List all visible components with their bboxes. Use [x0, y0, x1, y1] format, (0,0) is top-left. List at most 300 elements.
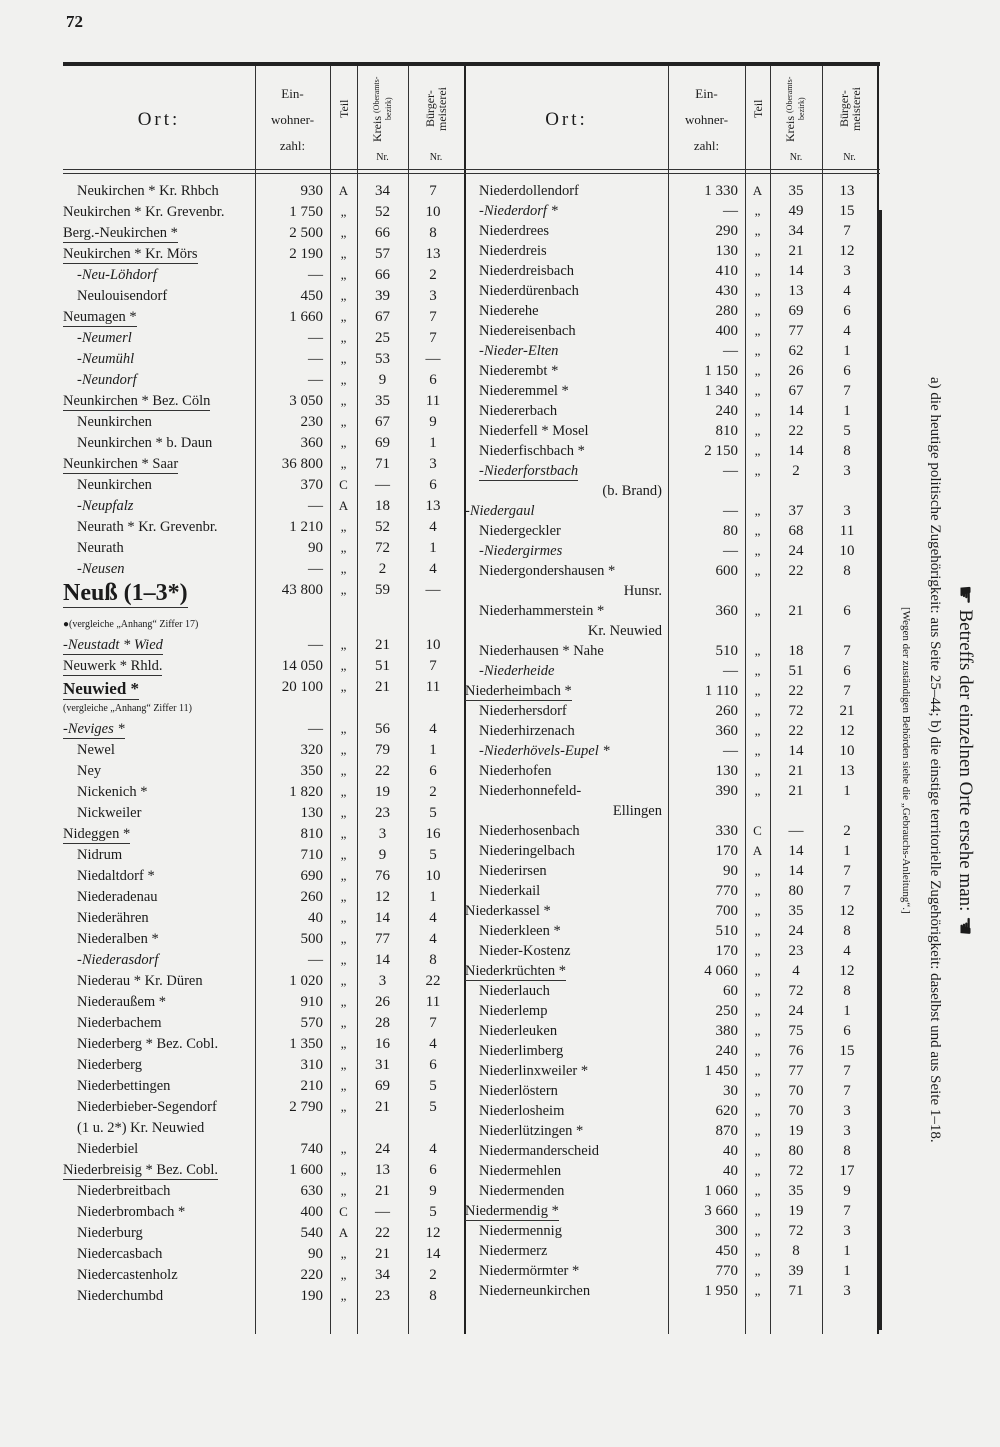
part-code: „ — [754, 603, 761, 618]
district-number: 14 — [375, 952, 390, 968]
table-row — [63, 1118, 464, 1139]
mayoralty-number: 3 — [843, 503, 851, 519]
part-code: C — [753, 823, 762, 838]
table-row — [465, 1261, 877, 1281]
table-row — [465, 601, 877, 621]
table-row — [63, 1160, 464, 1181]
mayoralty-number: 16 — [425, 826, 441, 842]
part-code: „ — [340, 372, 347, 387]
header-teil-right: Teil — [750, 99, 765, 119]
place-name: Niederhausen * Nahe — [479, 643, 604, 659]
population: 1 450 — [704, 1063, 738, 1079]
place-name: Niederehe — [479, 303, 539, 319]
place-name: Niederchumbd — [77, 1288, 164, 1304]
place-name: Kr. Neuwied — [587, 623, 662, 639]
district-number: 9 — [378, 847, 387, 863]
district-number: 77 — [788, 1063, 804, 1079]
district-number: — — [375, 477, 390, 493]
table-row — [465, 681, 877, 701]
part-code: „ — [754, 243, 761, 258]
table-row — [63, 1139, 464, 1160]
part-code: A — [752, 183, 763, 198]
population: 1 210 — [289, 519, 323, 535]
mayoralty-number: 4 — [429, 910, 437, 926]
part-code: „ — [754, 1243, 761, 1258]
mayoralty-number: 7 — [843, 883, 851, 899]
part-code: „ — [340, 1099, 347, 1114]
part-code: „ — [340, 582, 347, 597]
table-row — [63, 887, 464, 908]
place-name: Neurath — [77, 540, 124, 556]
place-name: Niederleuken — [479, 1023, 558, 1039]
mayoralty-number: 9 — [429, 414, 437, 430]
district-number: 67 — [788, 383, 804, 399]
part-code: „ — [754, 983, 761, 998]
part-code: „ — [340, 393, 347, 408]
header-einwohnerzahl: Ein- wohner- zahl: — [270, 86, 315, 153]
table-row — [465, 361, 877, 381]
district-number: 39 — [788, 1263, 804, 1279]
population: — — [308, 498, 323, 514]
place-name: Neukirchen * Kr. Mörs — [63, 246, 198, 262]
place-name: Niedererbach — [479, 403, 558, 419]
place-name: Niedermehlen — [479, 1163, 562, 1179]
part-code: „ — [754, 323, 761, 338]
place-name: Niederlöstern — [479, 1083, 558, 1099]
place-name: Niederdollendorf — [479, 183, 579, 199]
mayoralty-number: 4 — [843, 323, 851, 339]
district-number: 22 — [788, 683, 804, 699]
population: 1 060 — [704, 1183, 738, 1199]
place-name: Niedercastenholz — [77, 1267, 178, 1283]
population: 260 — [300, 889, 323, 905]
part-code: „ — [754, 1263, 761, 1278]
district-number: 80 — [788, 883, 804, 899]
place-name: Niederingelbach — [479, 843, 575, 859]
table-row — [465, 301, 877, 321]
part-code: „ — [340, 742, 347, 757]
district-number: 14 — [375, 910, 390, 926]
mayoralty-number: 7 — [843, 683, 851, 699]
mayoralty-number: 7 — [429, 183, 437, 199]
population: 1 340 — [704, 383, 738, 399]
population: 350 — [300, 763, 323, 779]
mayoralty-number: 11 — [425, 994, 441, 1010]
mayoralty-number: 9 — [429, 1183, 437, 1199]
part-code: „ — [754, 1183, 761, 1198]
district-number: 22 — [788, 723, 804, 739]
part-code: „ — [340, 847, 347, 862]
part-code: „ — [340, 784, 347, 799]
district-number: — — [375, 1204, 390, 1220]
table-row — [465, 181, 877, 201]
population: — — [308, 372, 323, 388]
table-row — [63, 412, 464, 433]
mayoralty-number: 2 — [429, 1267, 437, 1283]
part-code: „ — [754, 643, 761, 658]
population: 1 950 — [704, 1283, 738, 1299]
table-row — [465, 1081, 877, 1101]
place-name: Neunkirchen * Bez. Cöln — [63, 393, 211, 409]
mayoralty-number: 3 — [429, 456, 437, 472]
table-row — [465, 1181, 877, 1201]
district-number: 35 — [788, 903, 804, 919]
table-row — [63, 782, 464, 803]
population: 510 — [715, 923, 738, 939]
mayoralty-number: 8 — [843, 443, 851, 459]
district-number: 14 — [788, 403, 804, 419]
population: 400 — [715, 323, 738, 339]
population: — — [723, 663, 738, 679]
district-number: 31 — [375, 1057, 390, 1073]
place-name: Niederfischbach * — [479, 443, 585, 459]
table-row — [465, 901, 877, 921]
part-code: A — [338, 1225, 349, 1240]
mayoralty-number: 6 — [843, 603, 851, 619]
population: 36 800 — [281, 456, 323, 472]
place-name: Niederemmel * — [479, 383, 569, 399]
mayoralty-number: 21 — [839, 703, 855, 719]
place-name: Niederlosheim — [479, 1103, 565, 1119]
district-number: 70 — [788, 1083, 804, 1099]
part-code: „ — [754, 723, 761, 738]
table-row — [465, 1141, 877, 1161]
population: 700 — [715, 903, 738, 919]
table-row — [63, 677, 464, 698]
population: 600 — [715, 563, 738, 579]
district-number: 71 — [788, 1283, 804, 1299]
table-row — [465, 521, 877, 541]
header-teil: Teil — [336, 99, 351, 119]
population: 450 — [300, 288, 323, 304]
mayoralty-number: 15 — [839, 1043, 855, 1059]
table-row — [63, 845, 464, 866]
table-row — [63, 496, 464, 517]
table-row — [63, 580, 464, 614]
mayoralty-number: 1 — [429, 889, 437, 905]
part-code: „ — [340, 658, 347, 673]
mayoralty-number: 11 — [425, 679, 441, 695]
population: 1 020 — [289, 973, 323, 989]
mayoralty-number: 6 — [429, 372, 437, 388]
sidebar-note — [892, 170, 980, 1350]
table-row — [63, 1202, 464, 1223]
table-row — [465, 821, 877, 841]
population: 40 — [308, 910, 323, 926]
part-code: „ — [754, 263, 761, 278]
table-row — [63, 698, 464, 719]
mayoralty-number: 12 — [839, 723, 855, 739]
district-number: 69 — [375, 1078, 390, 1094]
part-code: „ — [340, 225, 347, 240]
table-row — [465, 241, 877, 261]
mayoralty-number: — — [425, 582, 441, 598]
mayoralty-number: 1 — [843, 343, 851, 359]
place-name: (b. Brand) — [602, 483, 662, 499]
table-row — [63, 454, 464, 475]
place-name: Niederberg — [77, 1057, 142, 1073]
mayoralty-number: 3 — [843, 463, 851, 479]
population: 810 — [715, 423, 738, 439]
mayoralty-number: 3 — [843, 1103, 851, 1119]
part-code: „ — [340, 973, 347, 988]
header-kreis: Kreis (Oberamts-bezirk) Nr. — [369, 76, 393, 163]
population: — — [723, 463, 738, 479]
mayoralty-number: 4 — [429, 1141, 437, 1157]
part-code: „ — [340, 910, 347, 925]
district-number: 4 — [792, 963, 800, 979]
table-row — [465, 661, 877, 681]
part-code: „ — [754, 1103, 761, 1118]
district-number: 8 — [792, 1243, 800, 1259]
mayoralty-number: 5 — [429, 1204, 437, 1220]
district-number: 57 — [375, 246, 390, 262]
mayoralty-number: 12 — [425, 1225, 441, 1241]
table-row — [63, 950, 464, 971]
population: 4 060 — [704, 963, 738, 979]
table-row — [465, 1061, 877, 1081]
place-name: Niederlinxweiler * — [479, 1063, 589, 1079]
part-code: „ — [754, 283, 761, 298]
population: 810 — [300, 826, 323, 842]
place-name: Nideggen * — [63, 826, 131, 842]
district-number: 53 — [375, 351, 390, 367]
mayoralty-number: 8 — [843, 923, 851, 939]
mayoralty-number: 2 — [429, 784, 437, 800]
district-number: 21 — [788, 603, 804, 619]
population: 170 — [715, 843, 738, 859]
district-number: 28 — [375, 1015, 390, 1031]
population: 14 050 — [281, 658, 323, 674]
part-code: „ — [340, 1057, 347, 1072]
part-code: „ — [340, 1183, 347, 1198]
mayoralty-number: 10 — [839, 743, 855, 759]
table-row — [465, 201, 877, 221]
table-row — [63, 1286, 464, 1307]
table-row — [465, 341, 877, 361]
mayoralty-number: 3 — [843, 1123, 851, 1139]
part-code: „ — [340, 1267, 347, 1282]
part-code: „ — [754, 663, 761, 678]
mayoralty-number: 1 — [843, 1263, 851, 1279]
place-name: (vergleiche „Anhang“ Ziffer 11) — [63, 703, 192, 714]
place-name: Niederneunkirchen — [479, 1283, 591, 1299]
population: 250 — [715, 1003, 738, 1019]
population: 450 — [715, 1243, 738, 1259]
place-name: -Neusen — [77, 561, 125, 577]
population: 770 — [715, 883, 738, 899]
population: 210 — [300, 1078, 323, 1094]
population: 380 — [715, 1023, 738, 1039]
table-row — [63, 517, 464, 538]
table-row — [465, 701, 877, 721]
table-row — [465, 381, 877, 401]
part-code: „ — [754, 1163, 761, 1178]
district-number: 67 — [375, 309, 390, 325]
place-name: -Neumühl — [77, 351, 135, 367]
population: 430 — [715, 283, 738, 299]
table-row — [63, 614, 464, 635]
table-row — [465, 1021, 877, 1041]
mayoralty-number: 22 — [425, 973, 441, 989]
place-name: Niederbrombach * — [77, 1204, 186, 1220]
part-code: „ — [754, 763, 761, 778]
mayoralty-number: 8 — [429, 225, 437, 241]
population: 40 — [723, 1163, 738, 1179]
part-code: „ — [340, 805, 347, 820]
part-code: „ — [754, 943, 761, 958]
part-code: „ — [754, 543, 761, 558]
mayoralty-number: 4 — [843, 943, 851, 959]
place-name: Niederadenau — [77, 889, 158, 905]
part-code: „ — [340, 519, 347, 534]
population: 90 — [723, 863, 738, 879]
part-code: „ — [754, 423, 761, 438]
part-code: „ — [340, 868, 347, 883]
population: — — [723, 543, 738, 559]
table-row — [465, 321, 877, 341]
part-code: „ — [340, 414, 347, 429]
district-number: 72 — [788, 1163, 804, 1179]
part-code: „ — [754, 963, 761, 978]
district-number: 22 — [788, 563, 804, 579]
part-code: „ — [340, 330, 347, 345]
part-code: „ — [754, 563, 761, 578]
place-name: Berg.-Neukirchen * — [63, 225, 178, 241]
table-row — [465, 541, 877, 561]
population: — — [723, 503, 738, 519]
table-row — [63, 286, 464, 307]
part-code: „ — [754, 1123, 761, 1138]
district-number: 76 — [375, 868, 390, 884]
district-number: 39 — [375, 288, 390, 304]
mayoralty-number: 4 — [429, 519, 437, 535]
table-row — [63, 349, 464, 370]
table-row — [465, 961, 877, 981]
district-number: 69 — [788, 303, 804, 319]
place-name: Neumagen * — [63, 309, 137, 325]
part-code: A — [338, 498, 349, 513]
population: 630 — [300, 1183, 323, 1199]
place-name: -Niederdorf * — [479, 203, 558, 219]
place-name: -Niederheide — [479, 663, 555, 679]
population: 1 110 — [704, 683, 738, 699]
table-row — [63, 1097, 464, 1118]
place-name: Niederburg — [77, 1225, 143, 1241]
place-name: Niedermennig — [479, 1223, 562, 1239]
table-row — [63, 635, 464, 656]
population: — — [308, 561, 323, 577]
mayoralty-number: 1 — [429, 435, 437, 451]
table-row — [63, 866, 464, 887]
mayoralty-number: 7 — [429, 658, 437, 674]
mayoralty-number: 13 — [839, 183, 855, 199]
mayoralty-number: 7 — [843, 383, 851, 399]
part-code: „ — [754, 903, 761, 918]
place-name: Niederdürenbach — [479, 283, 579, 299]
place-name: Niederlimberg — [479, 1043, 564, 1059]
place-name: Niederirsen — [479, 863, 547, 879]
district-number: 37 — [788, 503, 804, 519]
population: 43 800 — [281, 582, 323, 598]
district-number: 12 — [375, 889, 390, 905]
table-row — [465, 581, 877, 601]
place-name: Ney — [77, 763, 102, 779]
table-row — [465, 1201, 877, 1221]
population: 170 — [715, 943, 738, 959]
table-row — [63, 1055, 464, 1076]
place-name: Niederkail — [479, 883, 541, 899]
header-einwohnerzahl-right: Ein- wohner- zahl: — [684, 86, 729, 153]
population: 360 — [300, 435, 323, 451]
mayoralty-number: 1 — [843, 1003, 851, 1019]
place-name: Niederbachem — [77, 1015, 162, 1031]
place-name: Niederlützingen * — [479, 1123, 584, 1139]
part-code: „ — [754, 1283, 761, 1298]
table-row — [63, 475, 464, 496]
part-code: „ — [754, 1223, 761, 1238]
district-number: 18 — [788, 643, 804, 659]
part-code: „ — [340, 637, 347, 652]
place-name: Niederbreisig * Bez. Cobl. — [63, 1162, 219, 1178]
mayoralty-number: 7 — [429, 1015, 437, 1031]
table-row — [63, 307, 464, 328]
population: 240 — [715, 1043, 738, 1059]
district-number: 22 — [788, 423, 804, 439]
place-name: -Neu-Löhdorf — [77, 267, 157, 283]
district-number: 49 — [788, 203, 804, 219]
district-number: 68 — [788, 523, 804, 539]
table-row — [465, 621, 877, 641]
district-number: 51 — [375, 658, 390, 674]
table-row — [63, 223, 464, 244]
district-number: 52 — [375, 204, 390, 220]
table-row — [465, 641, 877, 661]
place-name: Niederhonnefeld- — [479, 783, 582, 799]
population: 360 — [715, 723, 738, 739]
mayoralty-number: 1 — [843, 843, 851, 859]
place-name: Niederkrüchten * — [465, 963, 567, 979]
district-number: 71 — [375, 456, 390, 472]
place-name: Niederbieber-Segendorf — [77, 1099, 217, 1115]
right-column-rows — [465, 181, 877, 1301]
mayoralty-number: 5 — [429, 1099, 437, 1115]
table-row — [465, 1241, 877, 1261]
place-name: Niederbreitbach — [77, 1183, 171, 1199]
table-row — [63, 656, 464, 677]
part-code: „ — [340, 952, 347, 967]
population: 80 — [723, 523, 738, 539]
population: 330 — [715, 823, 738, 839]
header-ort-right: Ort: — [545, 109, 588, 130]
district-number: 23 — [375, 1288, 390, 1304]
population: 390 — [715, 783, 738, 799]
place-name: Niedergondershausen * — [479, 563, 616, 579]
district-number: 77 — [375, 931, 390, 947]
mayoralty-number: 3 — [843, 263, 851, 279]
population: 30 — [723, 1083, 738, 1099]
mayoralty-number: 7 — [843, 1063, 851, 1079]
place-name: Hunsr. — [623, 583, 662, 599]
mayoralty-number: — — [425, 351, 441, 367]
mayoralty-number: 1 — [843, 1243, 851, 1259]
population: 2 790 — [289, 1099, 323, 1115]
place-name: Niederdreisbach — [479, 263, 575, 279]
table-row — [465, 461, 877, 481]
mayoralty-number: 8 — [429, 952, 437, 968]
place-name: Neuß (1–3*) — [63, 580, 188, 606]
part-code: „ — [340, 826, 347, 841]
